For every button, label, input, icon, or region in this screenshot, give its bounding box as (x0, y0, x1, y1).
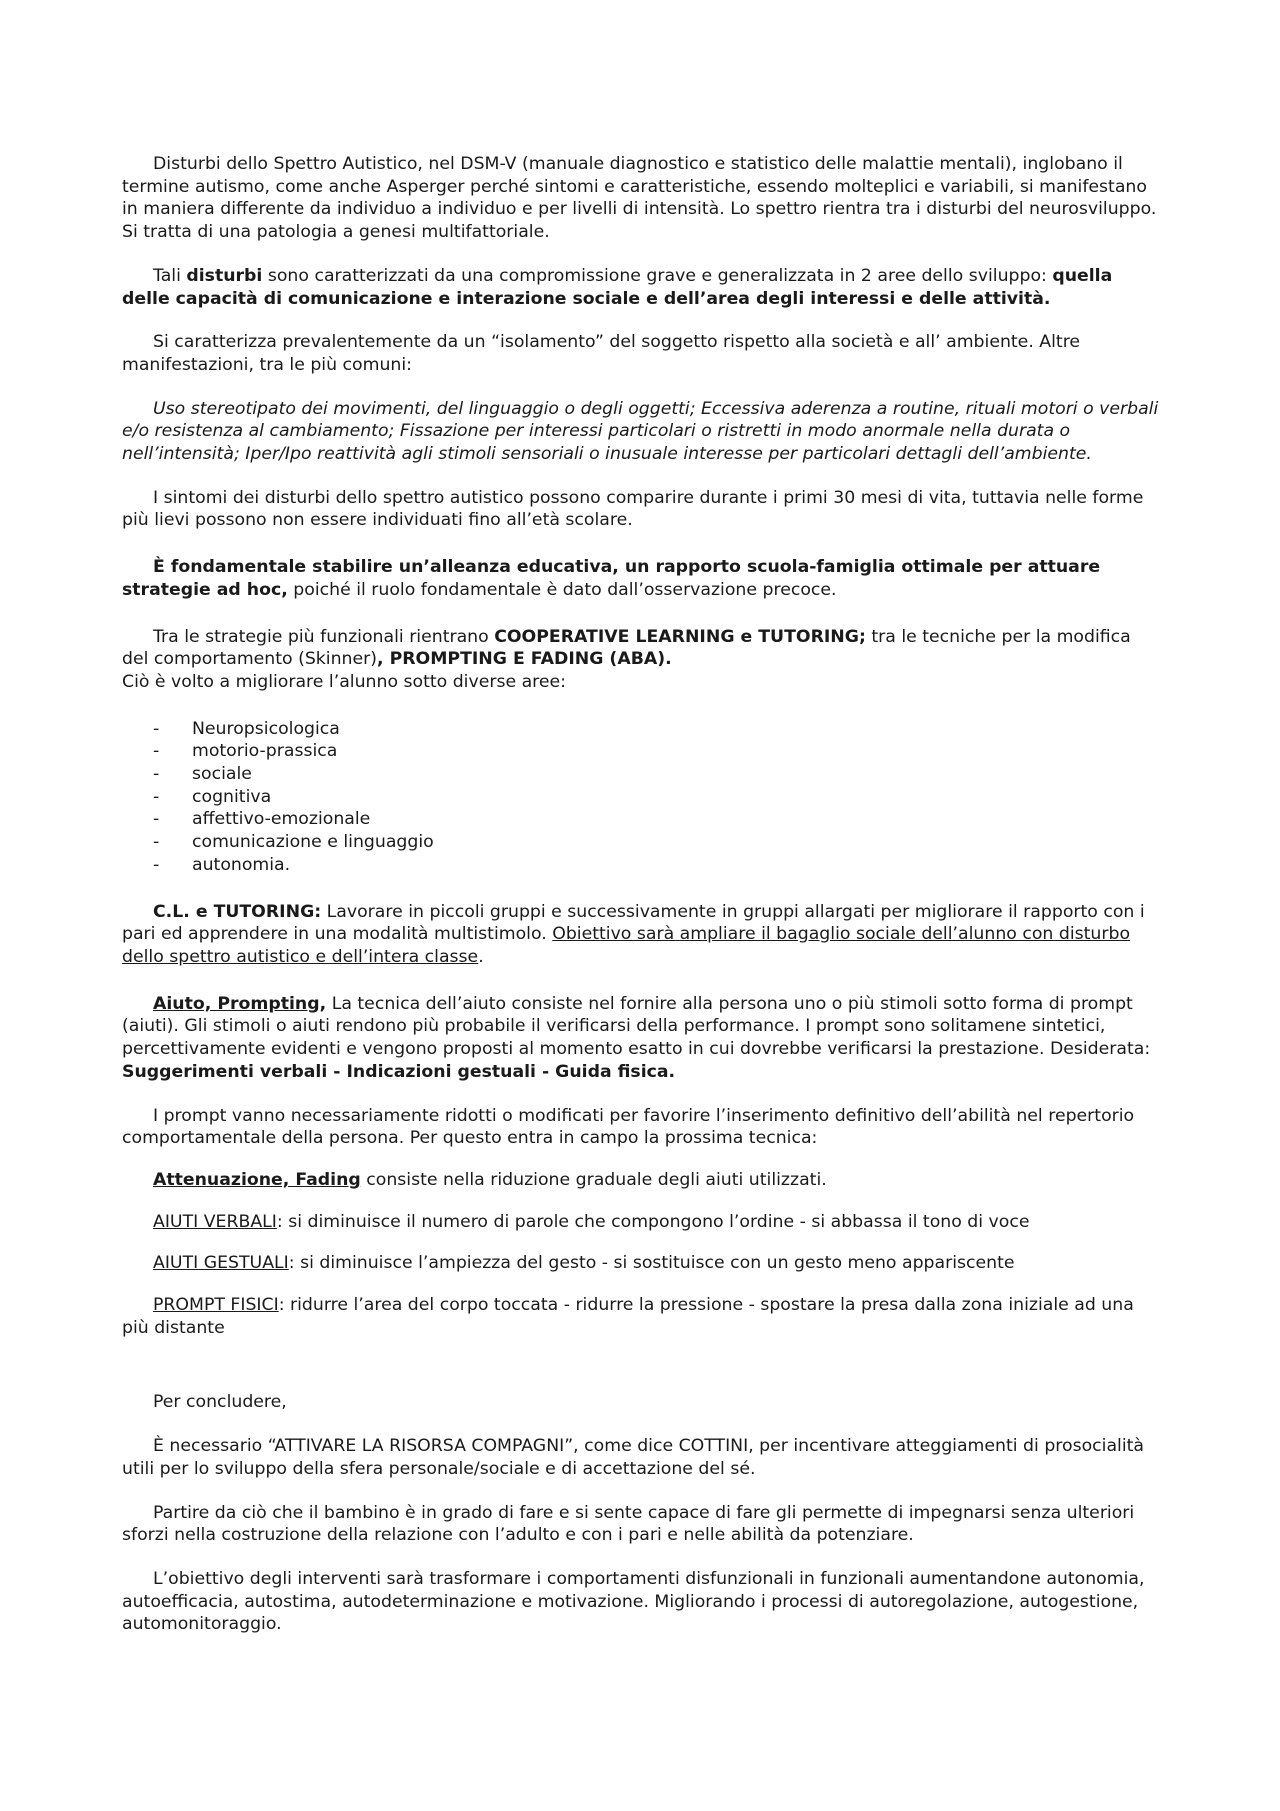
text-run: sono caratterizzati da una compromissione grave e generalizzata in 2 aree dello sviluppo: (262, 265, 1053, 286)
bold-underlined-run: Aiuto, Prompting (153, 993, 320, 1014)
fading-paragraph (122, 1169, 1162, 1192)
disturbi-paragraph (122, 265, 1162, 310)
dash-mark: - (153, 718, 160, 739)
bold-run: COOPERATIVE LEARNING e TUTORING; (494, 626, 866, 647)
list-item-label: motorio-prassica (192, 741, 338, 762)
bold-run: Suggerimenti verbali - Indicazioni gestuali - Guida fisica. (122, 1061, 676, 1082)
obiettivo-paragraph: L’obiettivo degli interventi sarà trasformare i comportamenti disfunzionali in funzionali aumentandone autonomia, autoefficacia, autostima, autodeterminazione e motivazione. Migliorando i processi di autoregolazione, autogestione, automonitoraggio. (122, 1568, 1145, 1635)
list-item-label: sociale (192, 764, 252, 785)
list-item-label: autonomia. (192, 854, 291, 875)
bold-run: , PROMPTING E FADING (ABA). (376, 649, 672, 670)
sintomi-paragraph: I sintomi dei disturbi dello spettro autistico possono comparire durante i primi 30 mesi di vita, tuttavia nelle forme più lievi possono non essere individuati fino all’età scolare. (122, 487, 1144, 531)
bold-run: quella delle capacità di comunicazione e interazione sociale e dell’area degli interessi e delle attività. (122, 265, 1113, 309)
list-item (122, 854, 1162, 877)
aiuti-gestuali-paragraph (122, 1252, 1162, 1275)
list-item-label: Neuropsicologica (192, 718, 340, 739)
dash-mark: - (153, 786, 160, 807)
text-run: poiché il ruolo fondamentale è dato dall’osservazione precoce. (287, 579, 837, 600)
text-run: : ridurre l’area del corpo toccata - ridurre la pressione - spostare la presa dalla zona iniziale ad una più distante (122, 1295, 1134, 1338)
risorsa-compagni-paragraph: È necessario “ATTIVARE LA RISORSA COMPAGNI”, come dice COTTINI, per incentivare atteggiamenti di prosocialità utili per lo sviluppo della sfera personale/sociale e di accettazione del sé. (122, 1436, 1145, 1479)
underlined-run: AIUTI VERBALI (153, 1211, 277, 1232)
list-item-label: affettivo-emozionale (192, 809, 371, 830)
cl-tutoring-paragraph (122, 901, 1162, 969)
dash-mark: - (153, 741, 160, 762)
underlined-run: Obiettivo sarà ampliare il bagaglio sociale dell’alunno con disturbo dello spettro autistico e dell’intera classe (122, 924, 1131, 967)
list-item (122, 831, 1162, 854)
text-run: Tra le strategie più funzionali rientrano (153, 626, 495, 647)
alleanza-paragraph (122, 556, 1162, 601)
list-item-label: comunicazione e linguaggio (192, 832, 434, 853)
text-run: La tecnica dell’aiuto consiste nel fornire alla persona uno o più stimoli sotto forma di prompt (aiuti). Gli stimoli o aiuti rendono più probabile il verificarsi della performance. I prompt sono solitamene sintetici, percettivamente evidenti e vengono proposti al momento esatto in cui dovrebbe verificarsi la prestazione. Desiderata: (122, 993, 1151, 1060)
text-run: consiste nella riduzione graduale degli aiuti utilizzati. (360, 1169, 827, 1190)
aiuti-verbali-paragraph (122, 1211, 1162, 1234)
intro-paragraph: Disturbi dello Spettro Autistico, nel DSM-V (manuale diagnostico e statistico delle malattie mentali), inglobano il termine autismo, come anche Asperger perché sintomi e caratteristiche, essendo molteplici e variabili, si manifestano in maniera differente da individuo a individuo e per livelli di intensità. Lo spettro rientra tra i disturbi del neurosviluppo. Si tratta di una patologia a genesi multifattoriale. (122, 154, 1157, 243)
text-run: . (478, 946, 484, 967)
conclusione-heading: Per concludere, (153, 1392, 287, 1413)
list-item (122, 808, 1162, 831)
bold-run: disturbi (186, 265, 263, 286)
underlined-run: PROMPT FISICI (153, 1295, 279, 1316)
text-run: tra le tecniche per la modifica del comportamento (Skinner) (122, 626, 1131, 670)
text-run: Tali (153, 265, 187, 286)
list-item-label: cognitiva (192, 786, 272, 807)
list-item (122, 786, 1162, 809)
text-run: : si diminuisce il numero di parole che compongono l’ordine - si abbassa il tono di voce (276, 1211, 1030, 1232)
list-item (122, 740, 1162, 763)
text-run: : si diminuisce l’ampiezza del gesto - si sostituisce con un gesto meno appariscente (288, 1253, 1015, 1274)
areas-list (122, 718, 1162, 877)
list-item (122, 763, 1162, 786)
dash-mark: - (153, 854, 160, 875)
bold-underlined-run: Attenuazione, Fading (153, 1169, 361, 1190)
partire-paragraph: Partire da ciò che il bambino è in grado di fare e si sente capace di fare gli permette di impegnarsi senza ulteriori sforzi nella costruzione della relazione con l’adulto e con i pari e nelle abilità da potenziare. (122, 1502, 1135, 1546)
dash-mark: - (153, 832, 160, 853)
underlined-run: AIUTI GESTUALI (153, 1253, 289, 1274)
text-run: Lavorare in piccoli gruppi e successivamente in gruppi allargati per migliorare il rapporto con i pari ed apprendere in una modalità multistimolo. (122, 901, 1145, 945)
strategie-paragraph (122, 626, 1162, 671)
list-item (122, 718, 1162, 741)
manifestations-paragraph: Uso stereotipato dei movimenti, del linguaggio o degli oggetti; Eccessiva aderenza a routine, rituali motori o verbali e/o resistenza al cambiamento; Fissazione per interessi particolari o ristretti in modo anormale nella durata o nell’intensità; Iper/Ipo reattività agli stimoli sensoriali o inusuale interesse per particolari dettagli dell’ambiente. (122, 398, 1159, 465)
prompt-fisici-paragraph (122, 1294, 1162, 1339)
isolamento-paragraph: Si caratterizza prevalentemente da un “isolamento” del soggetto rispetto alla società e all’ ambiente. Altre manifestazioni, tra le più comuni: (122, 332, 1081, 375)
prompt-ridotti-paragraph: I prompt vanno necessariamente ridotti o modificati per favorire l’inserimento definitivo dell’abilità nel repertorio comportamentale della persona. Per questo entra in campo la prossima tecnica: (122, 1105, 1135, 1149)
bold-run: C.L. e TUTORING: (153, 901, 322, 922)
bold-run: È fondamentale stabilire un’alleanza educativa, un rapporto scuola-famiglia ottimale per attuare strategie ad hoc, (122, 557, 1101, 600)
bold-run: , (319, 993, 327, 1014)
dash-mark: - (153, 764, 160, 785)
aree-intro-line: Ciò è volto a migliorare l’alunno sotto diverse aree: (122, 671, 566, 692)
dash-mark: - (153, 809, 160, 830)
prompting-paragraph (122, 993, 1162, 1084)
